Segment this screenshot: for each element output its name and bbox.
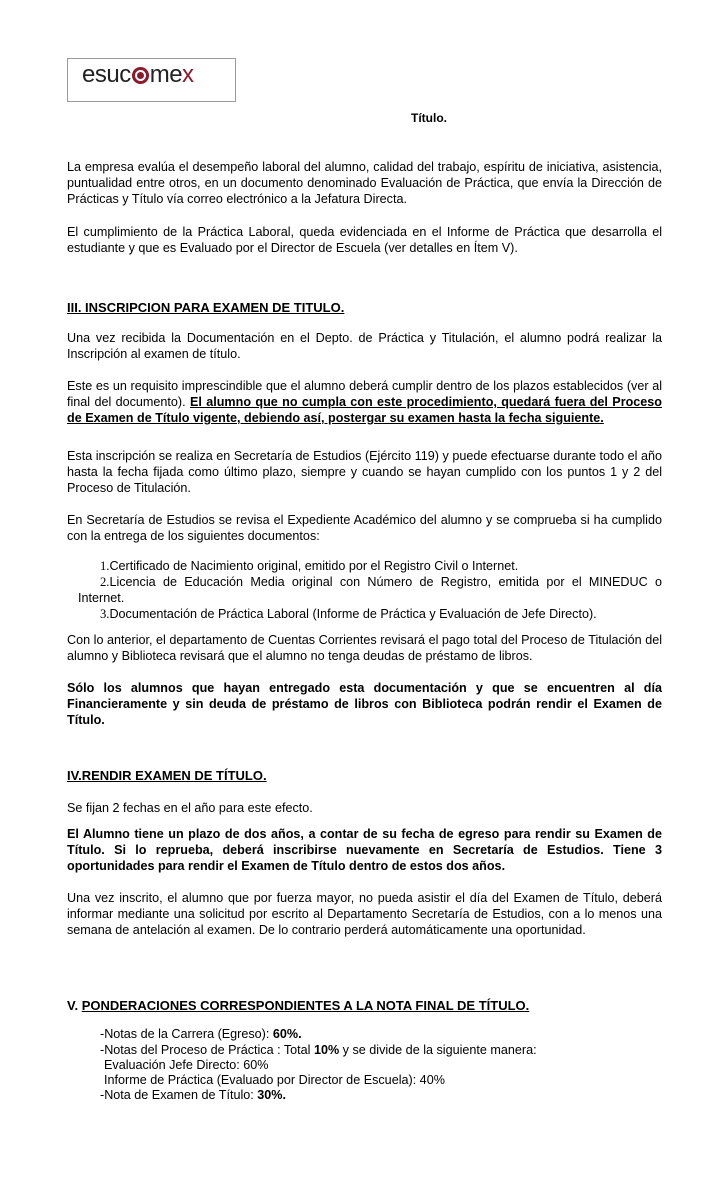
section-3-p2-emphasis: El alumno que no cumpla con este procedimiento, quedará fuera del Proceso de Examen de Título vigente, debiendo así, postergar su examen hasta la fecha siguiente. bbox=[67, 395, 662, 425]
section-3-heading: III. INSCRIPCION PARA EXAMEN DE TITULO. bbox=[67, 300, 345, 315]
section-3-paragraph-2 bbox=[67, 378, 662, 426]
weight-line-supervisor: Evaluación Jefe Directo: 60% bbox=[104, 1058, 269, 1072]
section-5-heading: V. PONDERACIONES CORRESPONDIENTES A LA NOTA FINAL DE TÍTULO. bbox=[67, 998, 530, 1013]
section-3-paragraph-6: Sólo los alumnos que hayan entregado esta documentación y que se encuentren al día Financieramente y sin deuda de préstamo de libros con Biblioteca podrán rendir el Examen de Título. bbox=[67, 681, 662, 727]
logo-wordmark: esuc mex bbox=[82, 61, 194, 88]
list-item-1: 1.Certificado de Nacimiento original, emitido por el Registro Civil o Internet. bbox=[100, 559, 519, 573]
page-title: Título. bbox=[411, 111, 447, 125]
weight-line-career: -Notas de la Carrera (Egreso): 60%. bbox=[100, 1027, 302, 1041]
weight-line-practice: -Notas del Proceso de Práctica : Total 10% y se divide de la siguiente manera: bbox=[100, 1043, 537, 1057]
intro-paragraph-1: La empresa evalúa el desempeño laboral del alumno, calidad del trabajo, espíritu de iniciativa, asistencia, puntualidad entre otros, en un documento denominado Evaluación de Práctica, que envía la Dirección de Prácticas y Título vía correo electrónico a la Jefatura Directa. bbox=[67, 160, 662, 206]
section-4-paragraph-1: Se fijan 2 fechas en el año para este efecto. bbox=[67, 801, 313, 815]
list-item-3: 3.Documentación de Práctica Laboral (Informe de Práctica y Evaluación de Jefe Directo). bbox=[100, 607, 597, 621]
weight-line-report: Informe de Práctica (Evaluado por Director de Escuela): 40% bbox=[104, 1073, 445, 1087]
section-3-paragraph-1: Una vez recibida la Documentación en el Depto. de Práctica y Titulación, el alumno podrá realizar la Inscripción al examen de título. bbox=[67, 331, 662, 361]
section-3-paragraph-5: Con lo anterior, el departamento de Cuentas Corrientes revisará el pago total del Proceso de Titulación del alumno y Biblioteca revisará que el alumno no tenga deudas de préstamo de libros. bbox=[67, 633, 662, 663]
list-item-2-continuation: Internet. bbox=[78, 591, 125, 605]
section-4-paragraph-2: El Alumno tiene un plazo de dos años, a contar de su fecha de egreso para rendir su Examen de Título. Si lo reprueba, deberá inscribirse nuevamente en Secretaría de Estudios. Tiene 3 oportunidades para rendir el Examen de Título dentro de estos dos años. bbox=[67, 827, 662, 873]
institution-logo bbox=[67, 58, 236, 102]
logo-circle-icon bbox=[132, 67, 149, 84]
section-4-paragraph-3: Una vez inscrito, el alumno que por fuerza mayor, no pueda asistir el día del Examen de Título, deberá informar mediante una solicitud por escrito al Departamento Secretaría de Estudios, con a lo menos una semana de antelación al examen. De lo contrario perderá automáticamente una oportunidad. bbox=[67, 891, 662, 937]
intro-paragraph-2: El cumplimiento de la Práctica Laboral, queda evidenciada en el Informe de Práctica que desarrolla el estudiante y que es Evaluado por el Director de Escuela (ver detalles en Ítem V). bbox=[67, 225, 662, 255]
section-3-paragraph-4: En Secretaría de Estudios se revisa el Expediente Académico del alumno y se comprueba si ha cumplido con la entrega de los siguientes documentos: bbox=[67, 513, 662, 543]
list-item-2: 2.Licencia de Educación Media original con Número de Registro, emitida por el MINEDUC o bbox=[100, 575, 662, 589]
weight-line-exam: -Nota de Examen de Título: 30%. bbox=[100, 1088, 286, 1102]
section-3-p2-plain: Este es un requisito imprescindible que el alumno deberá cumplir dentro de los plazos establecidos (ver al final del documento). bbox=[67, 379, 662, 409]
section-3-paragraph-3: Esta inscripción se realiza en Secretaría de Estudios (Ejército 119) y puede efectuarse durante todo el año hasta la fecha fijada como último plazo, siempre y cuando se hayan cumplido con los puntos 1 y 2 del Proceso de Titulación. bbox=[67, 449, 662, 495]
section-4-heading: IV.RENDIR EXAMEN DE TÍTULO. bbox=[67, 768, 267, 783]
